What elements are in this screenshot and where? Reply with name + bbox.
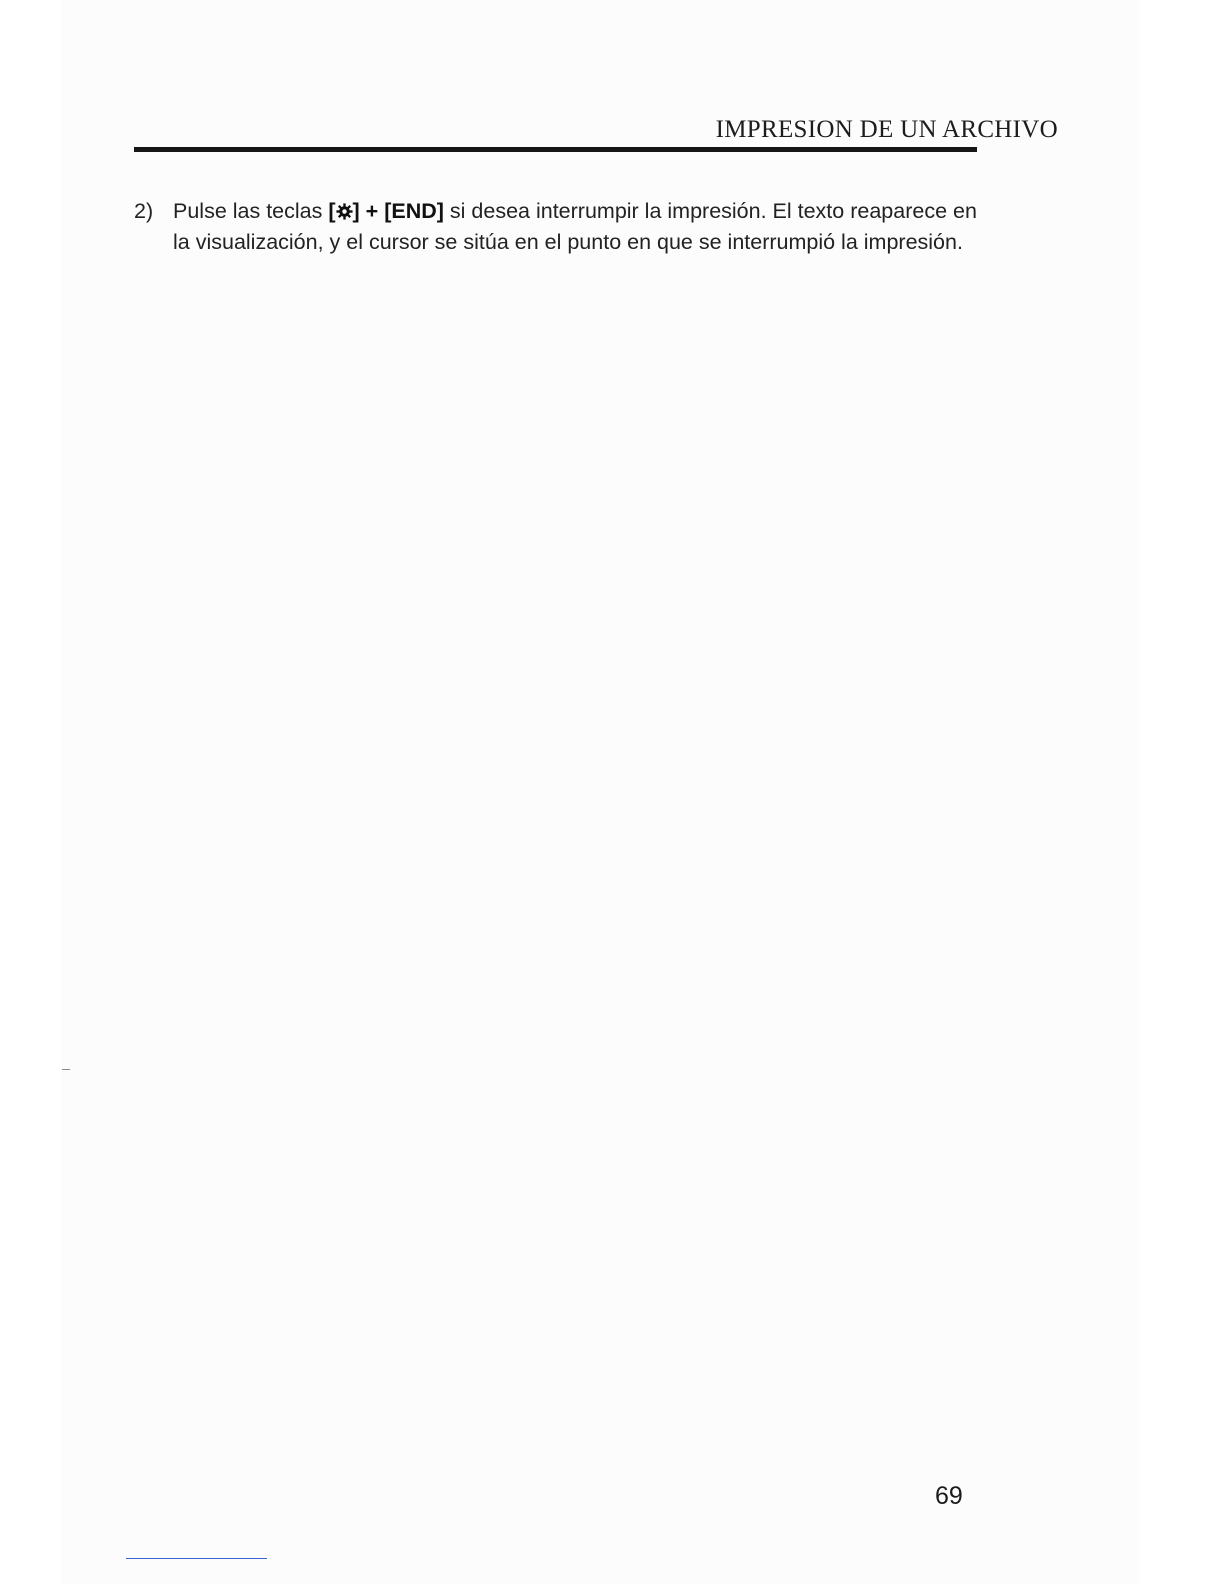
page-header-title: IMPRESION DE UN ARCHIVO xyxy=(715,116,1058,143)
end-key: [END] xyxy=(384,199,444,223)
key1-open-bracket: [ xyxy=(328,199,336,223)
margin-mark xyxy=(62,1069,70,1070)
gear-key-icon xyxy=(336,203,353,220)
page-number: 69 xyxy=(935,1482,963,1510)
step-text-after: si desea interrumpir la impresión. El texto reaparece en la visualización, y el cursor se sitúa en el punto en que se interrumpió la impresión. xyxy=(173,199,977,254)
step-text xyxy=(173,196,978,257)
key1-close-bracket: ] xyxy=(352,199,360,223)
plus-sign: + xyxy=(359,199,385,223)
header-rule xyxy=(134,147,977,152)
step-number: 2) xyxy=(134,199,154,223)
key-combo xyxy=(328,199,444,223)
step-item xyxy=(134,196,994,257)
step-text-before: Pulse las teclas xyxy=(173,199,329,223)
footer-line xyxy=(126,1558,267,1559)
